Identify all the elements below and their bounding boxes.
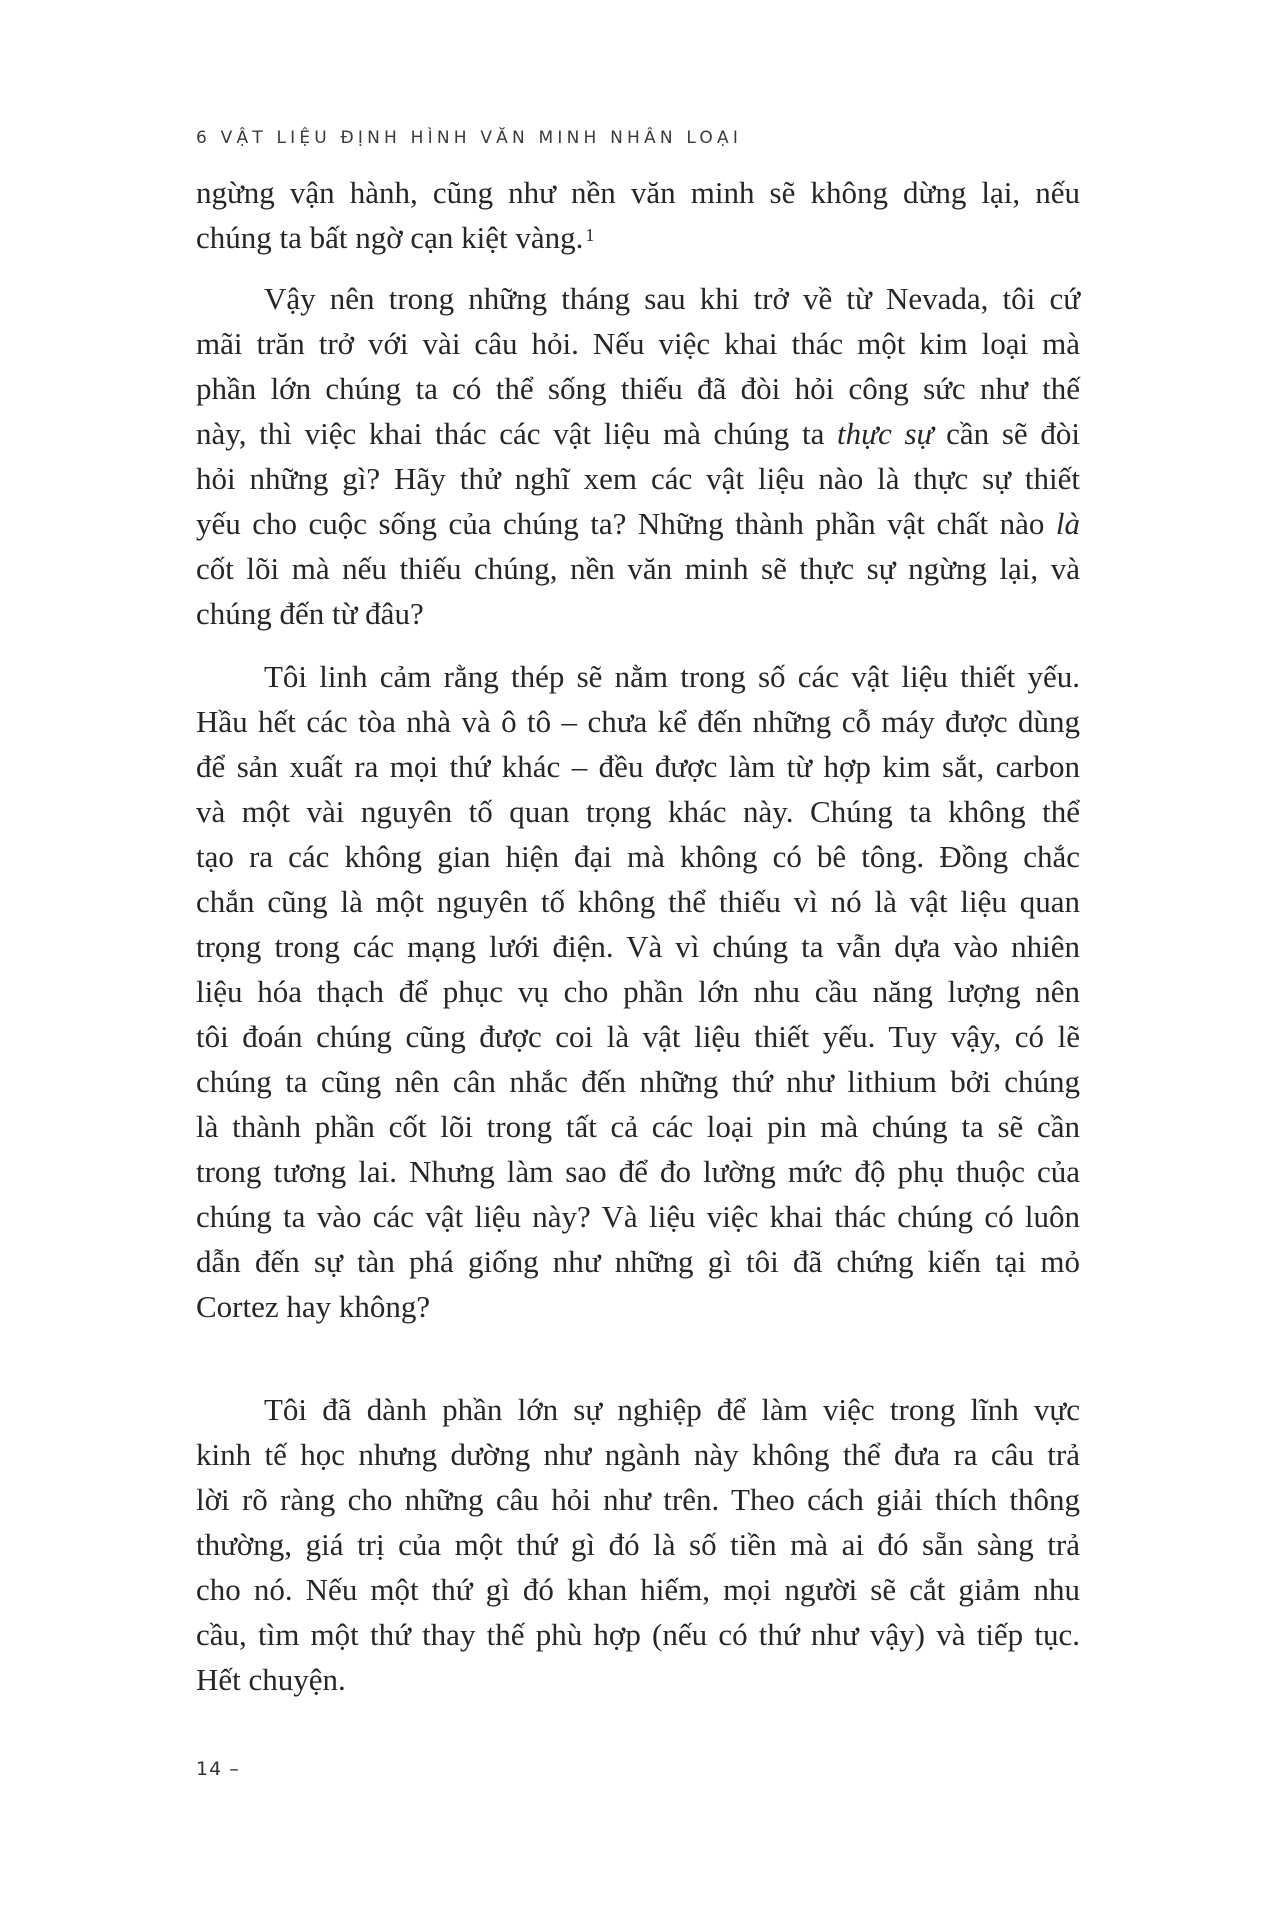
text-fragment: chúng ta bất ngờ cạn kiệt vàng. bbox=[196, 220, 584, 255]
emphasis-text: thực sự bbox=[837, 416, 934, 451]
text-fragment: yếu cho cuộc sống của chúng ta? Những thành phần vật chất nào bbox=[196, 506, 1056, 541]
text-line: Tôi đã dành phần lớn sự nghiệp để làm việc trong lĩnh vực bbox=[264, 1392, 1080, 1427]
footnote-reference[interactable]: 1 bbox=[585, 225, 595, 245]
text-line: chúng ta cũng nên cân nhắc đến những thứ như lithium bởi chúng bbox=[196, 1064, 1080, 1099]
text-line: Cortez hay không? bbox=[196, 1289, 431, 1324]
text-line: lời rõ ràng cho những câu hỏi như trên. Theo cách giải thích thông bbox=[196, 1482, 1080, 1517]
text-fragment: này, thì việc khai thác các vật liệu mà chúng ta bbox=[196, 416, 838, 451]
text-line: trọng trong các mạng lưới điện. Và vì chúng ta vẫn dựa vào nhiên bbox=[196, 929, 1080, 964]
paragraph-continuation bbox=[196, 170, 1080, 260]
text-line: hỏi những gì? Hãy thử nghĩ xem các vật liệu nào là thực sự thiết bbox=[196, 461, 1080, 496]
text-line: cốt lõi mà nếu thiếu chúng, nền văn minh sẽ thực sự ngừng lại, và bbox=[196, 551, 1080, 586]
text-line: tạo ra các không gian hiện đại mà không có bê tông. Đồng chắc bbox=[196, 839, 1080, 874]
text-line bbox=[196, 501, 1080, 546]
text-line: dẫn đến sự tàn phá giống như những gì tôi đã chứng kiến tại mỏ bbox=[196, 1244, 1080, 1279]
text-line: trong tương lai. Nhưng làm sao để đo lường mức độ phụ thuộc của bbox=[196, 1154, 1080, 1189]
text-line: là thành phần cốt lõi trong tất cả các loại pin mà chúng ta sẽ cần bbox=[196, 1109, 1080, 1144]
text-line: thường, giá trị của một thứ gì đó là số tiền mà ai đó sẵn sàng trả bbox=[196, 1527, 1080, 1562]
paragraph-questions bbox=[196, 276, 1080, 636]
text-line: tôi đoán chúng cũng được coi là vật liệu thiết yếu. Tuy vậy, có lẽ bbox=[196, 1019, 1080, 1054]
paragraph-economics bbox=[196, 1387, 1080, 1702]
text-fragment: cần sẽ đòi bbox=[933, 416, 1080, 451]
text-line: mãi trăn trở với vài câu hỏi. Nếu việc khai thác một kim loại mà bbox=[196, 326, 1080, 361]
text-line: kinh tế học nhưng dường như ngành này không thể đưa ra câu trả bbox=[196, 1437, 1080, 1472]
text-line: liệu hóa thạch để phục vụ cho phần lớn nhu cầu năng lượng nên bbox=[196, 974, 1080, 1009]
text-line: và một vài nguyên tố quan trọng khác này. Chúng ta không thể bbox=[196, 794, 1080, 829]
text-line: Hầu hết các tòa nhà và ô tô – chưa kể đến những cỗ máy được dùng bbox=[196, 704, 1080, 739]
running-head: 6 VẬT LIỆU ĐỊNH HÌNH VĂN MINH NHÂN LOẠI bbox=[196, 128, 743, 148]
text-line bbox=[196, 215, 1080, 260]
text-line: để sản xuất ra mọi thứ khác – đều được làm từ hợp kim sắt, carbon bbox=[196, 749, 1080, 784]
text-line: cầu, tìm một thứ thay thế phù hợp (nếu có thứ như vậy) và tiếp tục. bbox=[196, 1617, 1080, 1652]
paragraph-essential-materials bbox=[196, 654, 1080, 1329]
text-line: Tôi linh cảm rằng thép sẽ nằm trong số các vật liệu thiết yếu. bbox=[264, 659, 1080, 694]
text-line: chúng đến từ đâu? bbox=[196, 596, 424, 631]
text-line: Vậy nên trong những tháng sau khi trở về từ Nevada, tôi cứ bbox=[264, 281, 1080, 316]
text-line: chắn cũng là một nguyên tố không thể thiếu vì nó là vật liệu quan bbox=[196, 884, 1080, 919]
text-line: phần lớn chúng ta có thể sống thiếu đã đòi hỏi công sức như thế bbox=[196, 371, 1080, 406]
text-line: cho nó. Nếu một thứ gì đó khan hiếm, mọi người sẽ cắt giảm nhu bbox=[196, 1572, 1080, 1607]
emphasis-text: là bbox=[1055, 506, 1080, 541]
text-line bbox=[196, 411, 1080, 456]
page-number: 14 – bbox=[196, 1758, 240, 1780]
text-line: Hết chuyện. bbox=[196, 1662, 346, 1697]
text-line: ngừng vận hành, cũng như nền văn minh sẽ không dừng lại, nếu bbox=[196, 175, 1080, 210]
text-line: chúng ta vào các vật liệu này? Và liệu việc khai thác chúng có luôn bbox=[196, 1199, 1080, 1234]
